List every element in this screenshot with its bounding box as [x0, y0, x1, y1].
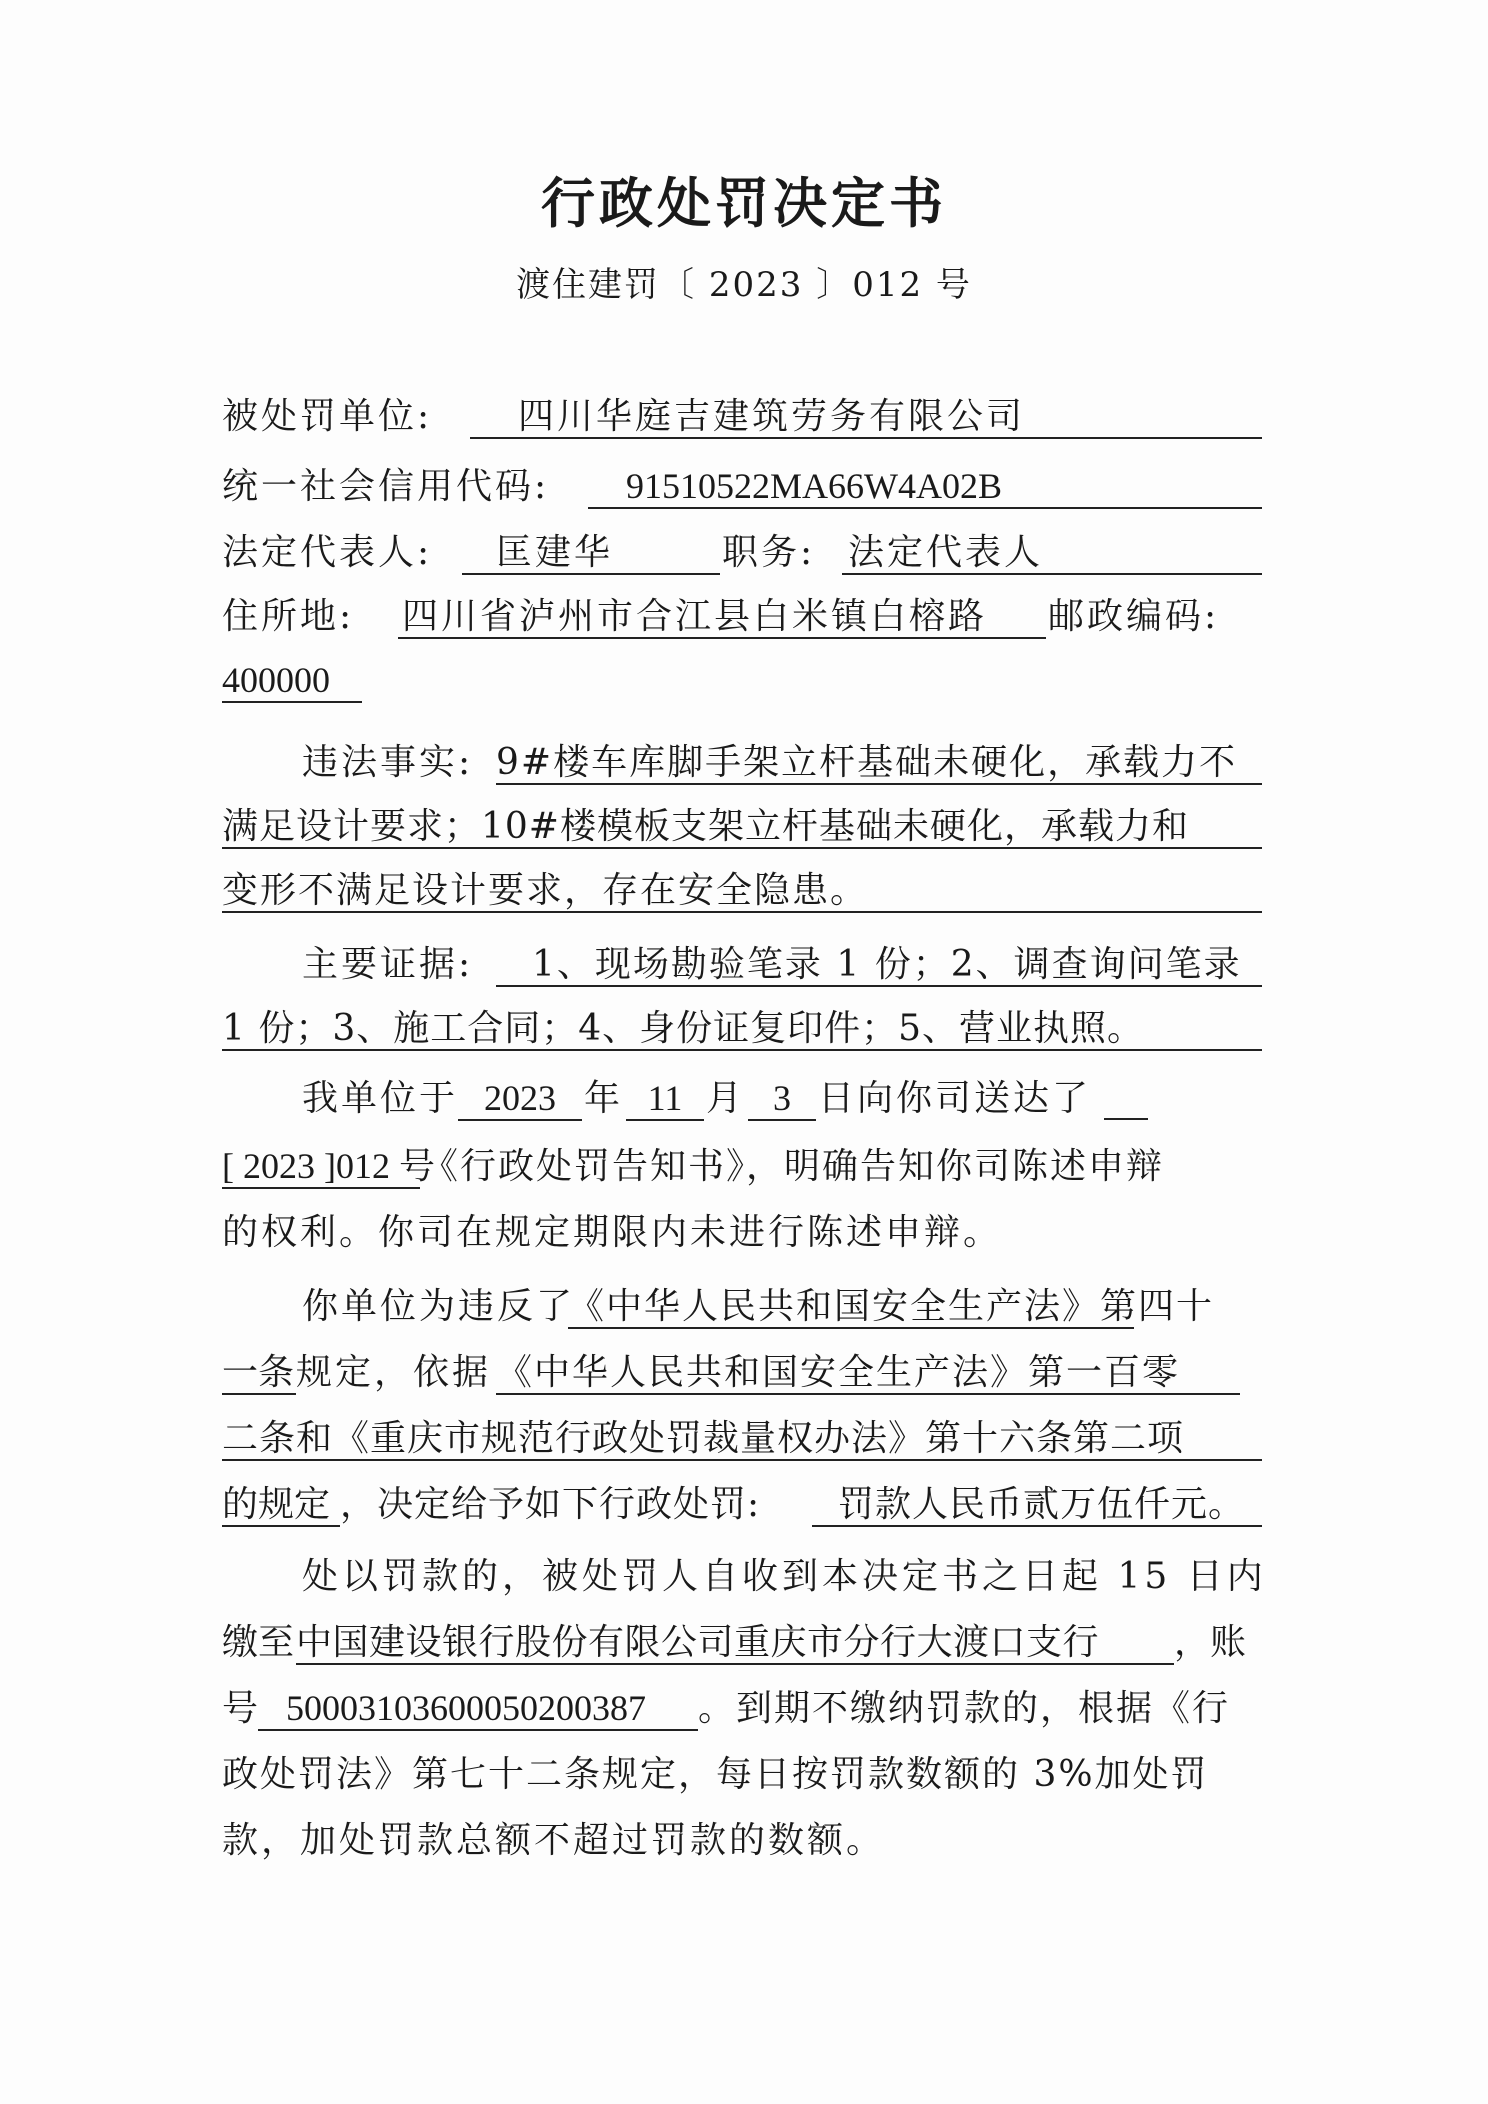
document-number: 渡住建罚〔 2023 〕012 号 — [516, 265, 972, 305]
notice-month: 11 — [626, 1078, 704, 1121]
notice-prefix: 我单位于 — [302, 1078, 459, 1119]
notice-year: 2023 — [458, 1078, 582, 1121]
legal-rep-value: 匡建华 — [462, 532, 720, 575]
payment-line-3-prefix: 号 — [222, 1688, 259, 1729]
violation-law-3: 二条和《重庆市规范行政处罚裁量权办法》第十六条第二项 — [222, 1418, 1262, 1461]
payment-line-5: 款，加处罚款总额不超过罚款的数额。 — [222, 1820, 886, 1861]
payment-line-2-suffix: ，账 — [1174, 1622, 1247, 1663]
notice-day-suffix: 日向你司送达了 — [818, 1078, 1092, 1119]
notice-blank-underline — [1104, 1118, 1148, 1120]
document-title: 行政处罚决定书 — [541, 171, 947, 235]
evidence-line-2: 1 份；3、施工合同；4、身份证复印件；5、营业执照。 — [222, 1008, 1262, 1051]
payment-line-2-prefix: 缴至 — [222, 1622, 295, 1663]
violation-decide: ，决定给予如下行政处罚: — [340, 1484, 761, 1525]
facts-label: 违法事实: — [302, 742, 474, 783]
credit-code-label: 统一社会信用代码: — [222, 466, 550, 507]
notice-month-unit: 月 — [706, 1078, 743, 1119]
punished-unit-value: 四川华庭吉建筑劳务有限公司 — [470, 396, 1262, 439]
postcode-value: 400000 — [222, 660, 362, 703]
facts-line-2: 满足设计要求；10#楼模板支架立杆基础未硬化，承载力和 — [222, 806, 1262, 849]
notice-day: 3 — [748, 1078, 816, 1121]
violation-law-3-end: 的规定 — [222, 1484, 340, 1527]
payment-line-4: 政处罚法》第七十二条规定，每日按罚款数额的 3%加处罚 — [222, 1754, 1209, 1795]
postcode-label: 邮政编码: — [1048, 596, 1220, 637]
penalty-amount: 罚款人民币贰万伍仟元。 — [812, 1484, 1262, 1527]
violation-law-2: 《中华人民共和国安全生产法》第一百零 — [496, 1352, 1240, 1395]
notice-line-3: 的权利。你司在规定期限内未进行陈述申辩。 — [222, 1212, 1003, 1253]
address-value: 四川省泸州市合江县白米镇白榕路 — [398, 596, 1046, 639]
punished-unit-label: 被处罚单位: — [222, 396, 433, 437]
address-label: 住所地: — [222, 596, 355, 637]
evidence-line-1: 1、现场勘验笔录 1 份；2、调查询问笔录 — [496, 944, 1262, 987]
violation-prefix: 你单位为违反了 — [302, 1286, 576, 1327]
facts-line-3: 变形不满足设计要求，存在安全隐患。 — [222, 870, 1262, 913]
violation-law-1-end: 一条 — [222, 1352, 296, 1395]
payment-line-3-suffix: 。到期不缴纳罚款的，根据《行 — [698, 1688, 1231, 1729]
position-label: 职务: — [722, 532, 816, 573]
violation-law-1: 《中华人民共和国安全生产法》第四十 — [568, 1286, 1134, 1329]
notice-docno: [ 2023 ]012 号 — [222, 1146, 420, 1189]
notice-line-2: 《行政处罚告知书》，明确告知你司陈述申辩 — [422, 1146, 1165, 1187]
position-value: 法定代表人 — [842, 532, 1262, 575]
payment-account: 50003103600050200387 — [258, 1688, 698, 1731]
notice-year-unit: 年 — [584, 1078, 621, 1119]
legal-rep-label: 法定代表人: — [222, 532, 433, 573]
credit-code-value: 91510522MA66W4A02B — [588, 466, 1262, 509]
evidence-label: 主要证据: — [302, 944, 474, 985]
payment-line-1: 处以罚款的，被处罚人自收到本决定书之日起 15 日内 — [302, 1556, 1267, 1597]
facts-line-1: 9#楼车库脚手架立杆基础未硬化，承载力不 — [496, 742, 1262, 785]
violation-mid: 规定，依据 — [296, 1352, 492, 1393]
payment-bank: 中国建设银行股份有限公司重庆市分行大渡口支行 — [296, 1622, 1174, 1665]
